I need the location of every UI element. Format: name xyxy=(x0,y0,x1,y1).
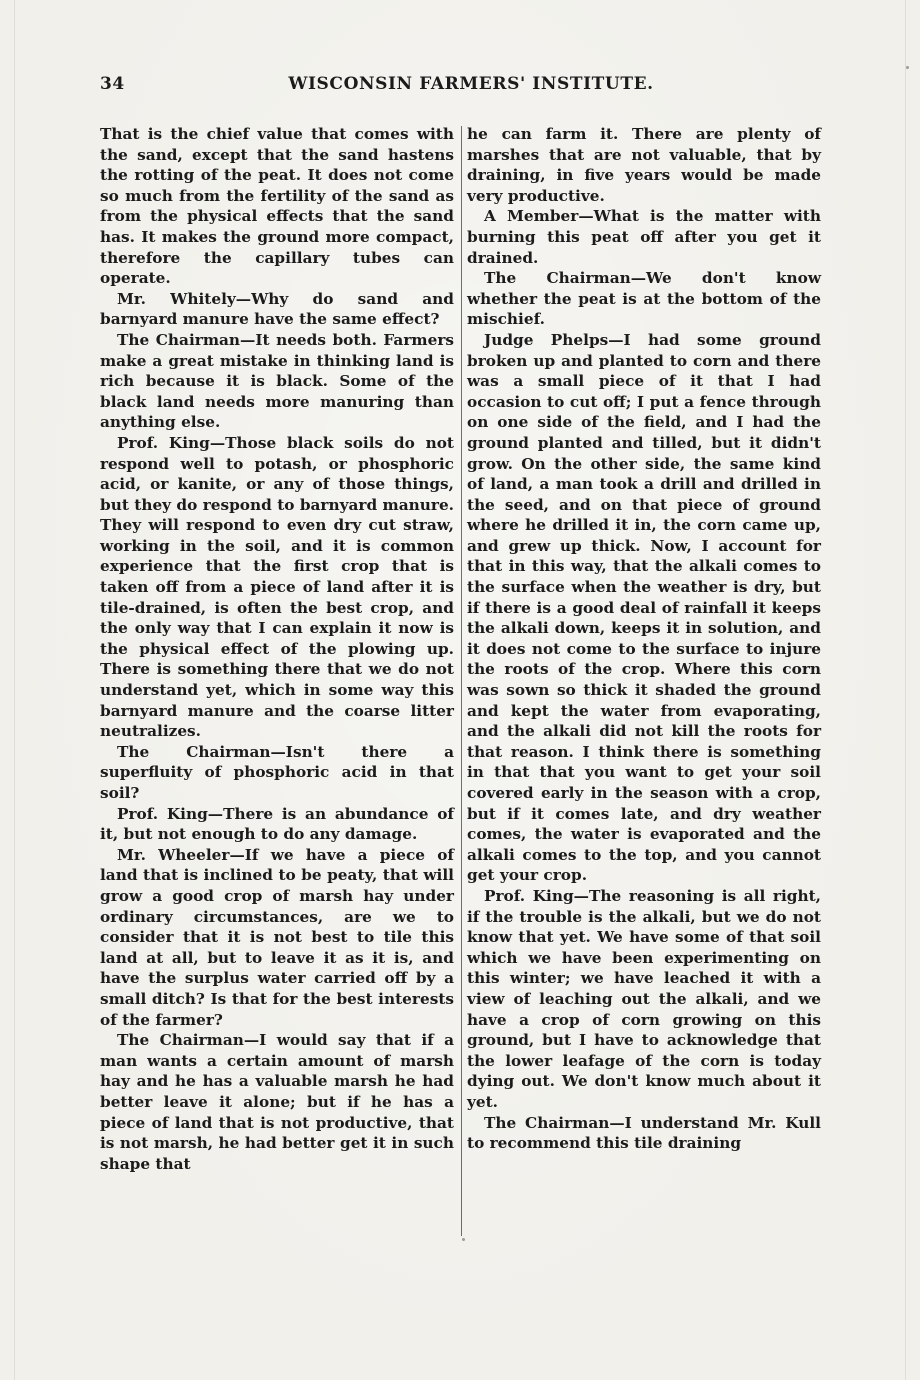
left-column xyxy=(100,124,454,1174)
paragraph: The Chairman—Isn't there a superfluity of phosphoric acid in that soil? xyxy=(100,742,454,802)
scan-speck xyxy=(906,66,909,69)
paragraph: Mr. Wheeler—If we have a piece of land that is inclined to be peaty, that will grow a good crop of marsh hay under ordinary circumstances, are we to consider that it is not best to tile this land at all, but to leave it as it is, and have the surplus water carried off by a small ditch? Is that for the best interests of the farmer? xyxy=(100,845,454,1029)
scan-edge-line xyxy=(905,0,906,1380)
scan-edge-line xyxy=(14,0,15,1380)
right-column xyxy=(467,124,821,1154)
paragraph: That is the chief value that comes with the sand, except that the sand hastens the rotting of the peat. It does not come so much from the fertility of the sand as from the physical effects that the sand has. It makes the ground more compact, therefore the capillary tubes can operate. xyxy=(100,125,454,288)
running-head: WISCONSIN FARMERS' INSTITUTE. xyxy=(288,74,654,94)
scan-speck xyxy=(462,1238,465,1241)
paragraph: Mr. Whitely—Why do sand and barnyard manure have the same effect? xyxy=(100,289,454,329)
page-number: 34 xyxy=(100,74,125,94)
paragraph: The Chairman—It needs both. Farmers make a great mistake in thinking land is rich because it is black. Some of the black land needs more manuring than anything else. xyxy=(100,330,454,432)
paragraph: The Chairman—I would say that if a man wants a certain amount of marsh hay and he has a valuable marsh he had better leave it alone; but if he has a piece of land that is not productive, that is not marsh, he had better get it in such shape that xyxy=(100,1031,454,1173)
paragraph: Prof. King—Those black soils do not respond well to potash, or phosphoric acid, or kanite, or any of those things, but they do respond to barnyard manure. They will respond to even dry cut straw, working in the soil, and it is common experience that the first crop that is taken off from a piece of land after it is tile-drained, is often the best crop, and the only way that I can explain it now is the physical effect of the plowing up. There is something there that we do not understand yet, which in some way this barnyard manure and the coarse litter neutralizes. xyxy=(100,433,454,741)
paragraph: A Member—What is the matter with burning this peat off after you get it drained. xyxy=(467,207,821,267)
paragraph: Prof. King—The reasoning is all right, if the trouble is the alkali, but we do not know that yet. We have some of that soil which we have been experimenting on this winter; we have leached it with a view of leaching out the alkali, and we have a crop of corn growing on this ground, but I have to acknowledge that the lower leafage of the corn is today dying out. We don't know much about it yet. xyxy=(467,886,821,1111)
paragraph: The Chairman—I understand Mr. Kull to recommend this tile draining xyxy=(467,1113,821,1153)
paragraph: Prof. King—There is an abundance of it, but not enough to do any damage. xyxy=(100,804,454,844)
column-divider xyxy=(461,126,462,1236)
paragraph: he can farm it. There are plenty of marshes that are not valuable, that by draining, in five years would be made very productive. xyxy=(467,125,821,205)
paragraph: Judge Phelps—I had some ground broken up and planted to corn and there was a small piece of it that I had occasion to cut off; I put a fence through on one side of the field, and I had the ground planted and tilled, but it didn't grow. On the other side, the same kind of land, a man took a drill and drilled in the seed, and on that piece of ground where he drilled it in, the corn came up, and grew up thick. Now, I account for that in this way, that the alkali comes to the surface when the weather is dry, but if there is a good deal of rainfall it keeps the alkali down, keeps it in solution, and it does not come to the surface to injure the roots of the crop. Where this corn was sown so thick it shaded the ground and kept the water from evaporating, and the alkali did not kill the roots for that reason. I think there is something in that that you want to get your soil covered early in the season with a crop, but if it comes late, and dry weather comes, the water is evaporated and the alkali comes to the top, and you cannot get your crop. xyxy=(467,330,821,885)
paragraph: The Chairman—We don't know whether the peat is at the bottom of the mischief. xyxy=(467,269,821,329)
